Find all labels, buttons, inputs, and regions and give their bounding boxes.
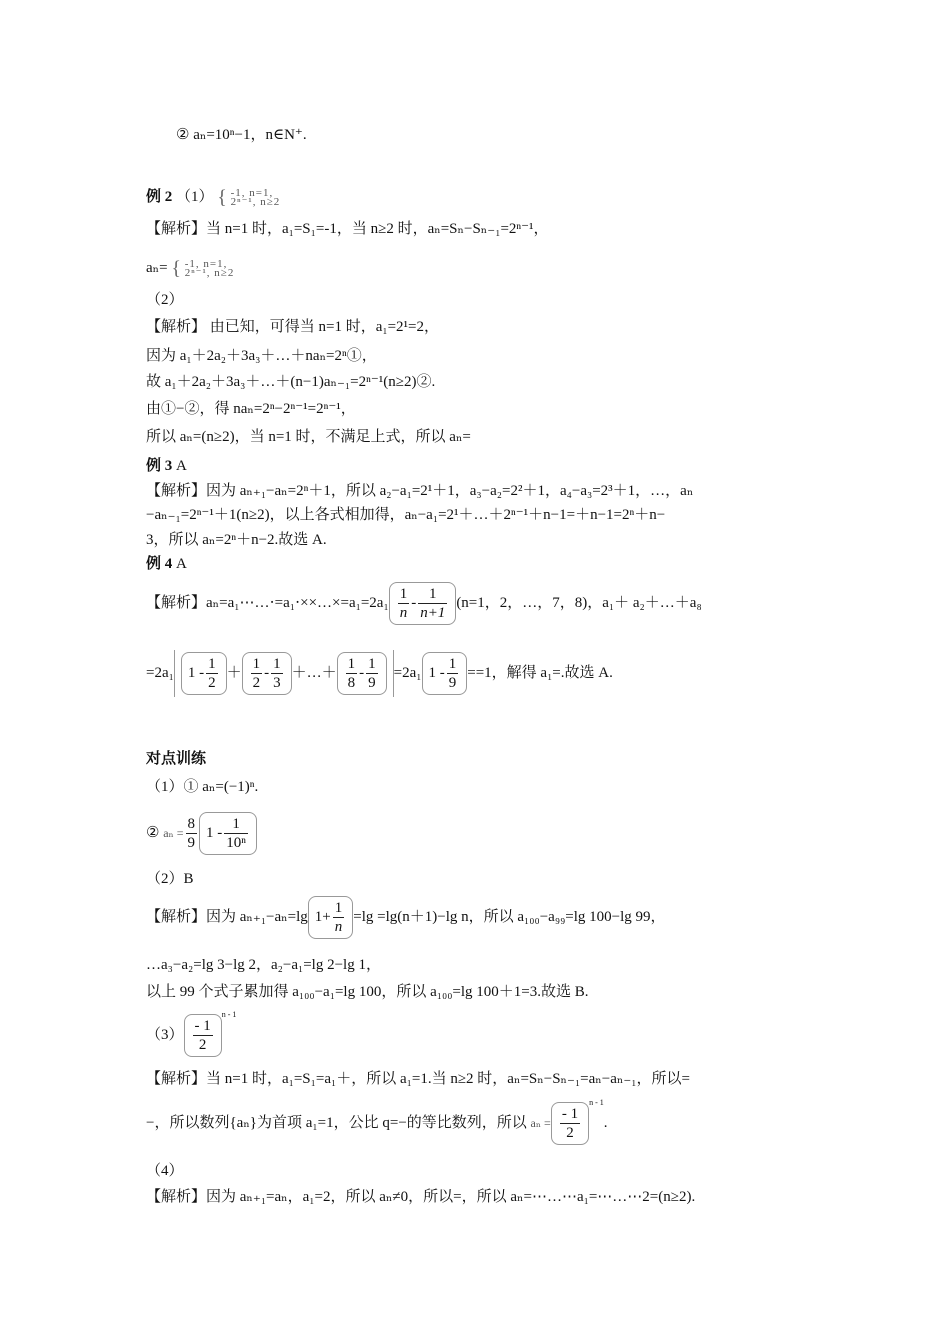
piecewise-formula: -1, n=1, 2ⁿ⁻¹, n≥2 (230, 186, 281, 208)
line-train-1: （1）① aₙ=(−1)ⁿ. (146, 779, 259, 795)
line-ex1-answer-2: ② aₙ=10ⁿ−1，n∈N⁺. (176, 127, 307, 143)
example-3-answer: A (176, 458, 187, 474)
line-ex4-analysis-2: =2a₁ 1 - $\frac{1}{2}$ ＋ $\frac{1}{2}$ - $\frac{1}{3}$ ＋…＋ $\frac{1}{8}$ - $\frac{1}{9}$ =2a₁ 1 - $\frac{1}{9}$ ==1，解得 a₁=.故选 A. (146, 650, 613, 697)
line-ex3-analysis-1: 【解析】因为 aₙ₊₁−aₙ=2ⁿ＋1，所以 a₂−a₁=2¹＋1，a₃−a₂=2²＋1，a₄−a₃=2³＋1，…，aₙ (146, 483, 694, 499)
line-train-4-analysis: 【解析】因为 aₙ₊₁=aₙ，a₁=2，所以 aₙ≠0，所以=，所以 aₙ=⋯…⋯a₁=⋯…⋯2=(n≥2). (146, 1189, 696, 1205)
line-ex2-analysis-1: 【解析】当 n=1 时，a₁=S₁=-1，当 n≥2 时，aₙ=Sₙ−Sₙ₋₁=2ⁿ⁻¹， (146, 221, 549, 237)
line-train-3-analysis-1: 【解析】当 n=1 时，a₁=S₁=a₁＋，所以 a₁=1.当 n≥2 时，aₙ=Sₙ−Sₙ₋₁=aₙ−aₙ₋₁，所以= (146, 1071, 691, 1087)
line-ex2-eq3: 由①−②，得 naₙ=2ⁿ−2ⁿ⁻¹=2ⁿ⁻¹， (146, 401, 356, 417)
line-train-4: （4） (146, 1163, 184, 1179)
example-4-answer: A (176, 556, 187, 572)
line-ex2-eq1: 因为 a₁＋2a₂＋3a₃＋…＋naₙ=2ⁿ①， (146, 348, 377, 364)
brace-icon: { (217, 186, 227, 209)
bracket-expression: 1 - $\frac{1}{2}$ ＋ $\frac{1}{2}$ - $\frac{1}{3}$ ＋…＋ $\frac{1}{8}$ - $\frac{1}{9}$ (174, 650, 394, 697)
line-ex3-analysis-3: 3，所以 aₙ=2ⁿ＋n−2.故选 A. (146, 532, 327, 548)
example-4-heading: 例 4 (146, 556, 173, 572)
line-train-2: （2）B (146, 871, 194, 887)
example-3-heading: 例 3 (146, 458, 173, 474)
line-ex3-head (146, 457, 187, 475)
line-train-2-analysis-1: 【解析】因为 aₙ₊₁−aₙ=lg 1+ $\frac{1}{n}$ =lg =lg(n＋1)−lg n，所以 a₁₀₀−a₉₉=lg 100−lg 99， (146, 896, 666, 939)
line-ex2-part1 (146, 188, 280, 207)
paren-expression: $\frac{1}{n}$ - $\frac{1}{n+1}$ (389, 582, 457, 625)
piecewise-formula: -1, n=1, 2ⁿ⁻¹, n≥2 (184, 257, 235, 279)
paren-expression: 1+ $\frac{1}{n}$ (308, 896, 353, 939)
line-ex2-result: aₙ= { -1, n=1, 2ⁿ⁻¹, n≥2 (146, 257, 235, 280)
line-train-1-2: ② aₙ = $\frac{8}{9}$ 1 - $\frac{1}{\text{10ⁿ}}$ (146, 812, 257, 855)
line-train-3: （3） $\frac{- 1}{2}$ $^{n - 1}$ (146, 1014, 236, 1057)
line-ex2-eq2: 故 a₁＋2a₂＋3a₃＋…＋(n−1)aₙ₋₁=2ⁿ⁻¹(n≥2)②. (146, 374, 436, 390)
training-heading: 对点训练 (146, 751, 207, 767)
brace-icon: { (171, 257, 181, 280)
line-ex2-analysis-2: 【解析】 由已知，可得当 n=1 时，a₁=2¹=2， (146, 319, 440, 335)
line-ex4-analysis-1: 【解析】aₙ=a₁⋯…⋅=a₁⋅××…×=a₁=2a₁ $\frac{1}{n}$ - $\frac{1}{n+1}$ (n=1，2，…，7，8)，a₁＋ a₂＋…＋a₈ (146, 582, 702, 625)
example-2-heading: 例 2 (146, 189, 173, 205)
line-ex2-conclusion: 所以 aₙ=(n≥2)，当 n=1 时，不满足上式，所以 aₙ= (146, 429, 471, 445)
line-ex3-analysis-2: −aₙ₋₁=2ⁿ⁻¹＋1(n≥2)，以上各式相加得，aₙ−a₁=2¹＋…＋2ⁿ⁻¹＋n−1=＋n−1=2ⁿ＋n− (146, 507, 666, 523)
part-label: （1） (176, 189, 214, 205)
line-ex4-head (146, 555, 187, 573)
line-train-2-analysis-2: …a₃−a₂=lg 3−lg 2，a₂−a₁=lg 2−lg 1， (146, 957, 381, 973)
line-ex2-part2: （2） (146, 292, 184, 308)
line-train-2-analysis-3: 以上 99 个式子累加得 a₁₀₀−a₁=lg 100，所以 a₁₀₀=lg 100＋1=3.故选 B. (146, 984, 589, 1000)
line-train-3-analysis-2: −，所以数列{aₙ}为首项 a₁=1，公比 q=−的等比数列，所以 aₙ = $\frac{- 1}{2}$ $^{n - 1}$. (146, 1102, 608, 1145)
